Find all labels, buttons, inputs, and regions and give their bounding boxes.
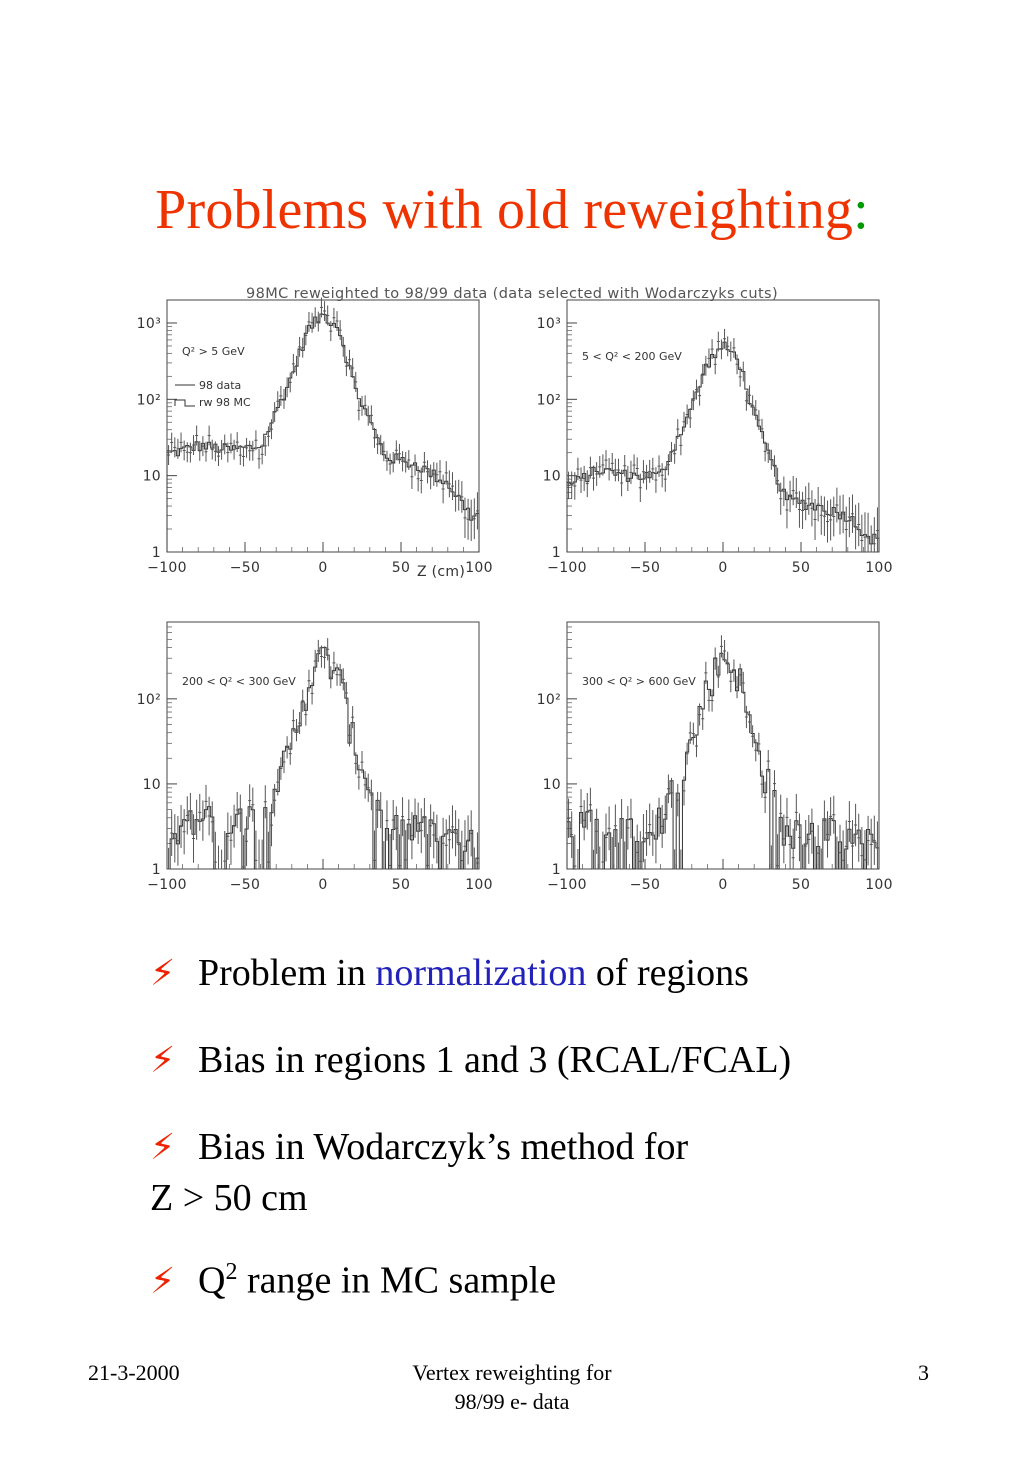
figure-title: 98MC reweighted to 98/99 data (data selected with Wodarczyks cuts): [245, 286, 779, 302]
y-tick-label: 10²: [536, 392, 561, 409]
x-tick-label: 0: [318, 560, 328, 576]
x-tick-label: 50: [791, 560, 811, 576]
bullet-item-q2-range: [150, 1247, 970, 1307]
y-tick-label: 1: [151, 545, 161, 561]
legend-mc-label: rw 98 MC: [199, 396, 251, 409]
bullet-text-sup: 2: [225, 1259, 238, 1285]
data-errorbar-series: [167, 297, 479, 541]
y-tick-label: 10: [142, 468, 161, 485]
bullet-text-pre: Problem in: [198, 952, 376, 994]
panel-label: Q² > 5 GeV: [182, 345, 245, 358]
x-tick-label: −50: [629, 877, 661, 893]
y-tick-label: 10²: [136, 392, 161, 409]
legend-mc-marker: [175, 400, 195, 406]
bullet-text-line2: Z > 50 cm: [150, 1177, 308, 1219]
x-tick-label: −50: [229, 560, 261, 576]
x-tick-label: −100: [147, 560, 187, 576]
x-tick-label: 100: [865, 877, 893, 893]
x-tick-label: 100: [865, 560, 893, 576]
panel-frame-1: [167, 300, 479, 552]
y-tick-label: 10³: [136, 315, 161, 332]
y-tick-label: 1: [151, 862, 161, 878]
bullet-item-bias-regions: [150, 1035, 970, 1086]
bullet-text-q: Q: [198, 1259, 226, 1302]
slide-title-colon: :: [853, 179, 869, 241]
footer-title: [362, 1358, 662, 1416]
y-tick-label: 10²: [536, 691, 561, 708]
bullet-text: Bias in regions 1 and 3 (RCAL/FCAL): [198, 1039, 792, 1081]
x-tick-label: −50: [229, 877, 261, 893]
footer-title-line2: 98/99 e- data: [454, 1389, 570, 1414]
histogram-figure: [120, 275, 905, 900]
x-tick-label: 0: [718, 560, 728, 576]
y-tick-label: 10³: [536, 315, 561, 332]
x-tick-label: 50: [391, 560, 411, 576]
x-tick-label: −100: [547, 877, 587, 893]
footer-page-number: 3: [918, 1360, 929, 1385]
footer-date: 21-3-2000: [88, 1360, 180, 1385]
x-tick-label: 100: [465, 560, 493, 576]
footer-title-line1: Vertex reweighting for: [412, 1360, 612, 1385]
lightning-bullet-icon: ⚡: [150, 1040, 176, 1081]
x-tick-label: 100: [465, 877, 493, 893]
x-tick-label: 0: [318, 877, 328, 893]
y-tick-label: 10²: [136, 691, 161, 708]
x-tick-label: −100: [147, 877, 187, 893]
bullet-list: [150, 948, 970, 1343]
slide-title: [0, 178, 1024, 242]
bullet-item-bias-method: [150, 1122, 970, 1223]
x-tick-label: −50: [629, 560, 661, 576]
bullet-text-post: of regions: [586, 952, 749, 994]
x-tick-label: 50: [791, 877, 811, 893]
histogram-figure-svg: [120, 275, 905, 900]
mc-histogram-series: [567, 342, 879, 552]
lightning-bullet-icon: ⚡: [150, 1260, 176, 1302]
lightning-bullet-icon: ⚡: [150, 1127, 176, 1168]
slide-title-text: Problems with old reweighting: [155, 179, 854, 241]
panel-label: 300 < Q² > 600 GeV: [582, 675, 696, 688]
y-tick-label: 10: [142, 776, 161, 793]
panel-label: 200 < Q² < 300 GeV: [182, 675, 296, 688]
bullet-item-normalization: [150, 948, 970, 999]
bullet-accent-normalization: normalization: [375, 952, 587, 994]
y-tick-label: 1: [551, 862, 561, 878]
y-tick-label: 1: [551, 545, 561, 561]
x-tick-label: −100: [547, 560, 587, 576]
panel-label: 5 < Q² < 200 GeV: [582, 350, 682, 363]
bullet-text-line1: Bias in Wodarczyk’s method for: [198, 1126, 689, 1168]
y-tick-label: 10: [542, 776, 561, 793]
x-tick-label: 0: [718, 877, 728, 893]
lightning-bullet-icon: ⚡: [150, 953, 176, 994]
legend-data-label: 98 data: [199, 379, 242, 392]
x-axis-label: Z (cm): [417, 564, 466, 580]
x-tick-label: 50: [391, 877, 411, 893]
y-tick-label: 10: [542, 468, 561, 485]
bullet-text-post: range in MC sample: [237, 1259, 557, 1302]
